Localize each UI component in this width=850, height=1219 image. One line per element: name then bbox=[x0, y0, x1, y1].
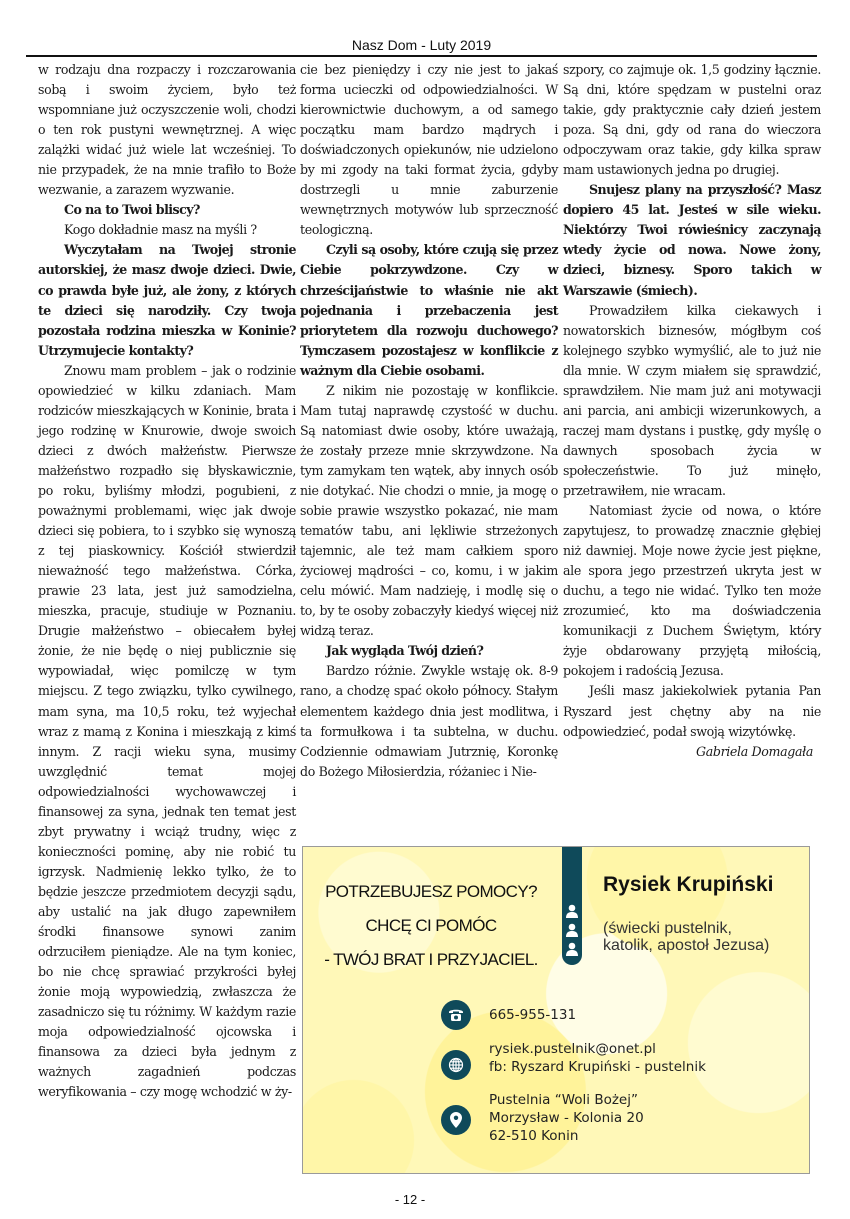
answer-paragraph: Bardzo różnie. Zwykle wstaję ok. 8-9 rano, a chodzę spać około północy. Stałym elementem każdego dnia jest modlitwa, i ta formułkowa i ta subtelna, w duchu. Codziennie odmawiam Jutrznię, Koronkę do Bożego Miłosierdzia, różaniec i Nie- bbox=[300, 663, 558, 779]
article-column-2 bbox=[300, 60, 558, 782]
answer-paragraph: Prowadziłem kilka ciekawych i nowatorskich biznesów, mógłbym coś kolejnego szybko wymyślić, ale to już nie dla mnie. W czym miałem się sprawdzić, sprawdziłem. Nie mam już ani motywacji ani parcia, ani ambicji wizerunkowych, a raczej mam dystans i pustkę, gdy myślę o dawnych sposobach życia w społeczeństwie. To już minęło, przetrawiłem, nie wracam. bbox=[563, 302, 821, 498]
ad-slogan bbox=[303, 875, 559, 977]
contact-web bbox=[441, 1040, 706, 1080]
location-pin-icon bbox=[441, 1105, 471, 1135]
answer-paragraph: cie bez pieniędzy i czy nie jest to jakaś forma ucieczki od odpowiedzialności. W kierownictwie duchowym, a od samego początku mam bardzo mądrych i doświadczonych opiekunów, nie udzielono by mi zgody na taki format życia, gdyby dostrzegli u mnie zaburzenie wewnętrznych motywów lub sprzeczność teologiczną. bbox=[300, 62, 558, 238]
ad-slogan-line: - TWÓJ BRAT I PRZYJACIEL. bbox=[324, 950, 538, 969]
phone-number: 665-955-131 bbox=[489, 1007, 577, 1023]
person-icon bbox=[566, 942, 578, 956]
article-column-1 bbox=[38, 60, 296, 1102]
ad-person-name: Rysiek Krupiński bbox=[603, 873, 774, 896]
person-icon bbox=[566, 923, 578, 937]
facebook-handle: fb: Ryszard Krupiński - pustelnik bbox=[489, 1059, 706, 1075]
interview-question: Jak wygląda Twój dzień? bbox=[326, 643, 484, 659]
author-signature: Gabriela Domagała bbox=[695, 743, 813, 759]
ad-accent-bar bbox=[562, 847, 582, 965]
address-line: 62-510 Konin bbox=[489, 1128, 579, 1144]
answer-paragraph: Jeśli masz jakiekolwiek pytania Pan Ryszard jest chętny aby na nie odpowiedzieć, podał swoją wizytówkę. bbox=[563, 683, 821, 739]
interview-question: Snujesz plany na przyszłość? Masz dopiero 45 lat. Jesteś w sile wieku. Niektórzy Twoi rówieśnicy zaczynają wtedy życie od nowa. Nowe żony, dzieci, biznesy. Sporo takich w Warszawie (śmiech). bbox=[563, 182, 821, 298]
article-column-3 bbox=[563, 60, 821, 762]
contact-address bbox=[441, 1091, 644, 1145]
answer-paragraph: Znowu mam problem – jak o rodzinie opowiedzieć w kilku zdaniach. Mam rodziców mieszkających w Koninie, brata i jego rodzinę w Knurowie, dwoje swoich dzieci z dwóch małżeństw. Pierwsze małżeństwo rozpadło się błyskawicznie, po roku, byliśmy młodzi, pogubieni, z poważnymi problemami, więc jak dwoje dzieci się pobiera, to i szybko się wynoszą z tej piaskownicy. Kościół stwierdził nieważność tego małżeństwa. Córka, prawie 23 lata, jest już samodzielna, mieszka, pracuje, studiuje w Poznaniu. Drugie małżeństwo – obiecałem byłej żonie, że nie będę o niej publicznie się wypowiadał, więc pomilczę w tym miejscu. Z tego związku, tylko cywilnego, mam syna, ma 10,5 roku, też wyjechał wraz z mamą z Konina i mieszkają z kimś innym. Z racji wieku syna, musimy uwzględnić temat mojej odpowiedzialności wychowawczej i finansowej za syna, jednak ten temat jest zbyt prywatny i wciąż trudny, więc z konieczności pominę, aby nie robić tu igrzysk. Nadmienię lekko tylko, że to będzie jeszcze przedmiotem decyzji sądu, aby ustalić na jak długo zapewniłem środki finansowe synowi zanim odrzuciłem pieniądze. Ale na tym koniec, bo nie chcę sprawiać przykrości byłej żonie moją wypowiedzią, zwłaszcza że zasadniczo się tu różnimy. W każdym razie moja odpowiedzialność ojcowska i finansowa za dzieci była jednym z ważnych zagadnień podczas weryfikowania – czy mogę wchodzić w ży- bbox=[38, 362, 296, 1100]
email-address: rysiek.pustelnik@onet.pl bbox=[489, 1041, 656, 1057]
phone-icon bbox=[441, 1000, 471, 1030]
header-rule bbox=[26, 55, 817, 57]
ad-description-line: (świecki pustelnik, bbox=[603, 920, 732, 937]
contact-phone bbox=[441, 1000, 576, 1030]
answer-paragraph: Kogo dokładnie masz na myśli ? bbox=[64, 222, 257, 238]
globe-icon bbox=[441, 1050, 471, 1080]
answer-paragraph: Z nikim nie pozostaję w konflikcie. Mam tutaj naprawdę czystość w duchu. Są natomiast dwie osoby, które uważają, że zostały przeze mnie skrzywdzone. Na tym zamykam ten wątek, aby innych osób nie dotykać. Nie chodzi o mnie, ja mogę o sobie prawie wszystko pokazać, nie mam tematów tabu, ani lękliwie strzeżonych tajemnic, ale też mam całkiem sporo życiowej mądrości – co, komu, i w jakim celu mówić. Mam nadzieję, i modlę się o to, by te osoby zobaczyły kiedyś więcej niż widzą teraz. bbox=[300, 382, 558, 639]
answer-paragraph: szpory, co zajmuje ok. 1,5 godziny łącznie. Są dni, które spędzam w pustelni oraz takie, gdy praktycznie cały dzień jestem poza. Są dni, gdy od rana do wieczora odpoczywam oraz takie, gdy kilka spraw mam ustawionych jedna po drugiej. bbox=[563, 62, 821, 178]
ad-description-line: katolik, apostoł Jezusa) bbox=[603, 937, 770, 954]
page-header-title: Nasz Dom - Luty 2019 bbox=[351, 37, 492, 53]
address-line: Pustelnia “Woli Bożej” bbox=[489, 1092, 638, 1108]
interview-question: Co na to Twoi bliscy? bbox=[64, 202, 200, 218]
ad-person-description bbox=[603, 920, 769, 954]
interview-question: Wyczytałam na Twojej stronie autorskiej, że masz dwoje dzieci. Dwie, co prawda byłe już, ale żony, z których te dzieci się narodziły. Czy twoja pozostała rodzina mieszka w Koninie? Utrzymujecie kontakty? bbox=[38, 242, 296, 358]
ad-slogan-line: CHCĘ CI POMÓC bbox=[365, 916, 497, 935]
business-card-ad bbox=[302, 846, 810, 1174]
answer-paragraph: w rodzaju dna rozpaczy i rozczarowania sobą i swoim życiem, było też wspomniane już oczyszczenie woli, chodzi o ten rok pustyni wewnętrznej. A więc zalążki widać już wiele lat wcześniej. To nie przypadek, że na mnie trafiło to Boże wezwanie, a zarazem wyzwanie. bbox=[38, 62, 296, 198]
person-icon bbox=[566, 904, 578, 918]
address-line: Morzysław - Kolonia 20 bbox=[489, 1110, 644, 1126]
ad-slogan-line: POTRZEBUJESZ POMOCY? bbox=[325, 882, 537, 901]
answer-paragraph: Natomiast życie od nowa, o które zapytujesz, to prowadzę znacznie głębiej niż dawniej. Moje nowe życie jest piękne, ale spora jego przestrzeń ukryta jest w duchu, a tego nie widać. Tylko ten może zrozumieć, kto ma doświadczenia komunikacji z Duchem Świętym, który żyje obdarowany przyjętą miłością, pokojem i radością Jezusa. bbox=[563, 503, 821, 679]
interview-question: Czyli są osoby, które czują się przez Ciebie pokrzywdzone. Czy w chrześcijaństwie to właśnie nie akt pojednania i przebaczenia jest priorytetem dla rozwoju duchowego? Tymczasem pozostajesz w konflikcie z ważnym dla Ciebie osobami. bbox=[300, 242, 558, 378]
page-number: - 12 - bbox=[394, 1192, 426, 1207]
